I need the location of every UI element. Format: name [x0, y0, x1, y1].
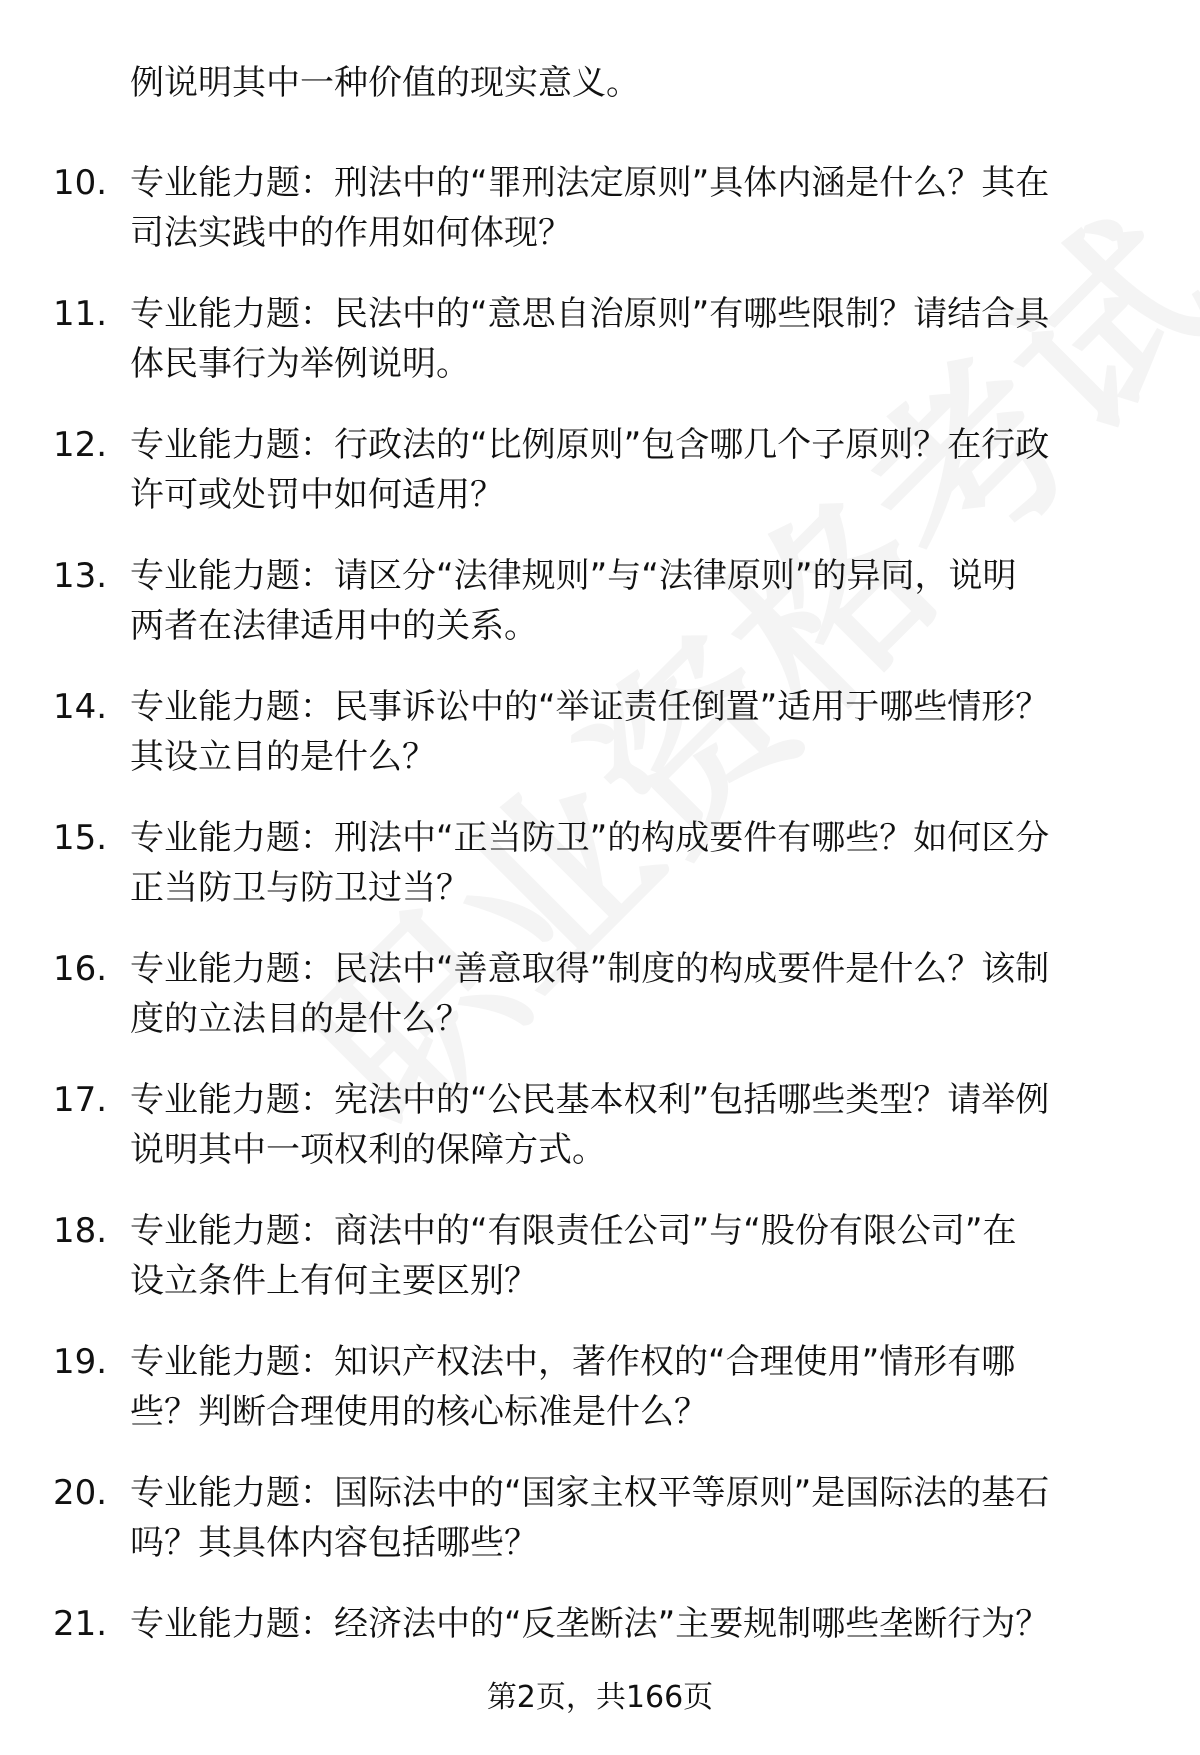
question-item	[0, 1337, 1200, 1437]
question-number: 14.	[53, 687, 108, 727]
question-line: 专业能力题：国际法中的“国家主权平等原则”是国际法的基石	[130, 1473, 1050, 1513]
question-text	[130, 420, 1140, 520]
question-number: 16.	[53, 949, 108, 989]
question-item	[0, 1075, 1200, 1175]
question-line: 体民事行为举例说明。	[130, 344, 470, 384]
question-text	[130, 289, 1140, 389]
question-text	[130, 1206, 1140, 1306]
question-item	[0, 420, 1200, 520]
question-line: 专业能力题：民事诉讼中的“举证责任倒置”适用于哪些情形？	[130, 687, 1050, 727]
question-item	[0, 944, 1200, 1044]
question-item	[0, 289, 1200, 389]
question-item	[0, 158, 1200, 258]
question-line: 许可或处罚中如何适用？	[130, 475, 504, 515]
question-line: 度的立法目的是什么？	[130, 999, 470, 1039]
question-item	[0, 1206, 1200, 1306]
question-line: 专业能力题：请区分“法律规则”与“法律原则”的异同，说明	[130, 556, 1017, 596]
question-line: 吗？其具体内容包括哪些？	[130, 1523, 538, 1563]
question-text	[130, 813, 1140, 913]
question-text	[130, 682, 1140, 782]
question-line: 专业能力题：行政法的“比例原则”包含哪几个子原则？在行政	[130, 425, 1050, 465]
question-number: 12.	[53, 425, 108, 465]
question-number: 17.	[53, 1080, 108, 1120]
page-content	[0, 58, 1200, 1730]
question-line: 正当防卫与防卫过当？	[130, 868, 470, 908]
question-item	[0, 1468, 1200, 1568]
question-number: 19.	[53, 1342, 108, 1382]
question-text	[130, 1075, 1140, 1175]
question-line: 专业能力题：经济法中的“反垄断法”主要规制哪些垄断行为？	[130, 1604, 1050, 1644]
question-line: 两者在法律适用中的关系。	[130, 606, 538, 646]
question-number: 21.	[53, 1604, 108, 1644]
page-footer: 第2页，共166页	[486, 1680, 714, 1715]
question-number: 11.	[53, 294, 108, 334]
continued-line: 例说明其中一种价值的现实意义。	[130, 63, 640, 103]
question-number: 10.	[53, 163, 108, 203]
question-list	[0, 158, 1200, 1699]
question-number: 20.	[53, 1473, 108, 1513]
question-text	[130, 1468, 1140, 1568]
question-line: 其设立目的是什么？	[130, 737, 436, 777]
question-item	[0, 813, 1200, 913]
question-line: 专业能力题：民法中的“意思自治原则”有哪些限制？请结合具	[130, 294, 1050, 334]
question-item	[0, 551, 1200, 651]
question-text	[130, 1337, 1140, 1437]
question-line: 说明其中一项权利的保障方式。	[130, 1130, 606, 1170]
question-line: 司法实践中的作用如何体现？	[130, 213, 572, 253]
question-line: 专业能力题：刑法中的“罪刑法定原则”具体内涵是什么？其在	[130, 163, 1050, 203]
question-line: 专业能力题：民法中“善意取得”制度的构成要件是什么？该制	[130, 949, 1050, 989]
question-item	[0, 682, 1200, 782]
question-line: 设立条件上有何主要区别？	[130, 1261, 538, 1301]
question-line: 专业能力题：商法中的“有限责任公司”与“股份有限公司”在	[130, 1211, 1017, 1251]
question-number: 18.	[53, 1211, 108, 1251]
question-line: 专业能力题：知识产权法中，著作权的“合理使用”情形有哪	[130, 1342, 1016, 1382]
question-line: 些？判断合理使用的核心标准是什么？	[130, 1392, 708, 1432]
question-text	[130, 158, 1140, 258]
question-text	[130, 944, 1140, 1044]
question-line: 专业能力题：刑法中“正当防卫”的构成要件有哪些？如何区分	[130, 818, 1050, 858]
question-line: 专业能力题：宪法中的“公民基本权利”包括哪些类型？请举例	[130, 1080, 1050, 1120]
question-text	[130, 551, 1140, 651]
question-number: 15.	[53, 818, 108, 858]
question-number: 13.	[53, 556, 108, 596]
